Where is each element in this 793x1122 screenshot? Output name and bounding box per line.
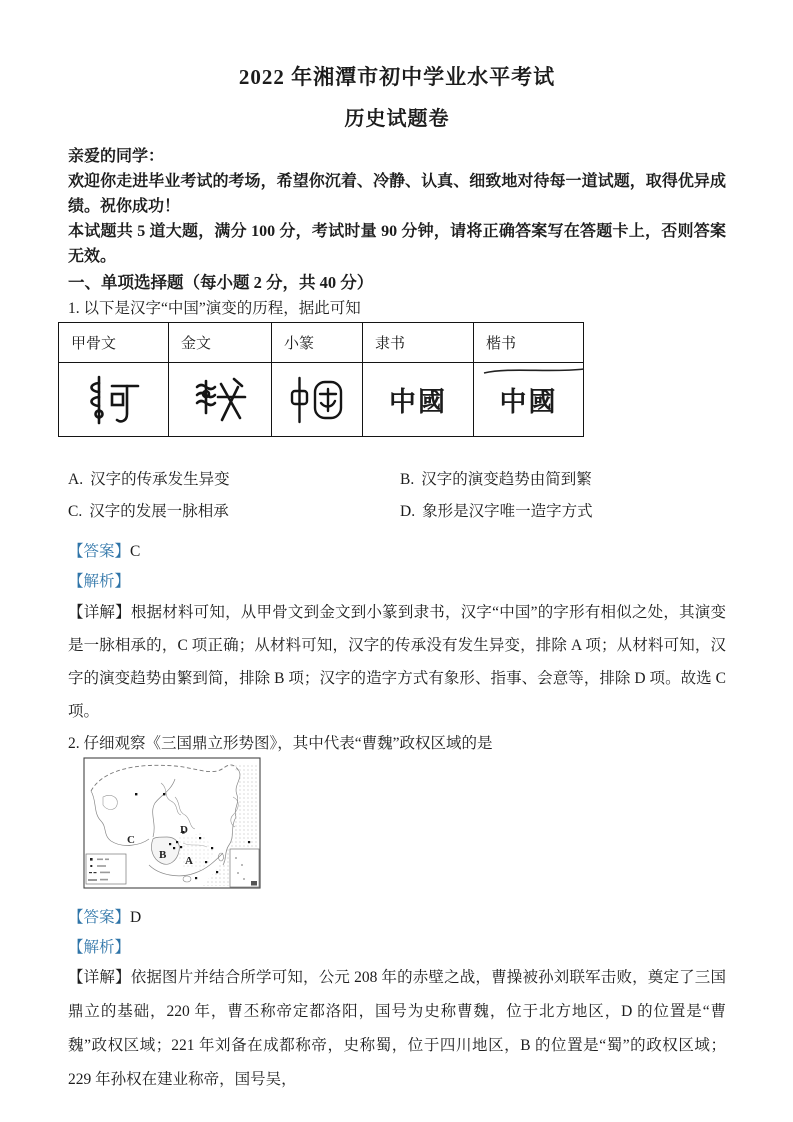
option-a-text: 汉字的传承发生异变 (90, 471, 230, 488)
table-header-seal: 小篆 (272, 323, 363, 363)
three-kingdoms-map (82, 757, 262, 889)
q2-detail-paragraph (68, 961, 726, 1097)
option-c (68, 499, 400, 525)
option-c-text: 汉字的发展一脉相承 (89, 503, 229, 520)
table-header-oracle: 甲骨文 (59, 323, 169, 363)
map-label-a: A (185, 855, 193, 867)
map-inset (230, 849, 259, 887)
script-evolution-table (58, 322, 584, 437)
intro-rules: 本试题共 5 道大题，满分 100 分，考试时量 90 分钟，请将正确答案写在答题卡上，否则答案无效。 (68, 223, 726, 265)
oracle-bone-glyph (82, 372, 146, 428)
option-d-label: D. (400, 503, 416, 520)
regular-script-glyph: 中國 (499, 387, 558, 417)
option-b-label: B. (400, 471, 415, 488)
question-1-options (68, 467, 726, 525)
option-d-text: 象形是汉字唯一造字方式 (422, 503, 593, 520)
question-2-stem: 2. 仔细观察《三国鼎立形势图》，其中代表“曹魏”政权区域的是 (68, 735, 493, 752)
page-title: 2022 年湘潭市初中学业水平考试 (238, 65, 556, 89)
page-subtitle: 历史试题卷 (344, 108, 450, 130)
q1-answer-value: C (130, 543, 141, 560)
q2-answer-line (68, 905, 726, 931)
map-label-d: D (180, 824, 188, 836)
map-label-b: B (159, 849, 167, 861)
map-label-c: C (127, 834, 135, 846)
q2-answer-value: D (130, 909, 142, 926)
option-a-label: A. (68, 471, 84, 488)
option-a (68, 467, 400, 493)
section-heading: 一、单项选择题（每小题 2 分，共 40 分） (68, 273, 374, 292)
intro-welcome: 欢迎你走进毕业考试的考场，希望你沉着、冷静、认真、细致地对待每一道试题，取得优异成绩。祝你成功！ (68, 173, 726, 215)
table-header-bronze: 金文 (169, 323, 272, 363)
bronze-script-glyph (188, 372, 252, 428)
detail-tag: 【详解】 (68, 969, 131, 986)
map-legend (86, 854, 126, 884)
q1-detail-paragraph (68, 596, 726, 728)
q2-analysis-line (68, 935, 726, 961)
option-b-text: 汉字的演变趋势由简到繁 (421, 471, 592, 488)
analysis-tag: 【解析】 (68, 573, 131, 590)
q1-analysis-line (68, 569, 726, 595)
q1-detail-text: 根据材料可知，从甲骨文到金文到小篆到隶书，汉字“中国”的字形有相似之处，其演变是一脉相承的，C 项正确；从材料可知，汉字的传承没有发生异变，排除 A 项；从材料可知，汉字的演变趋势由繁到简，排除 B 项；汉字的造字方式有象形、指事、会意等，排除 D 项。故选 C 项。 (68, 604, 726, 720)
question-1-stem: 1. 以下是汉字“中国”演变的历程，据此可知 (68, 300, 361, 317)
answer-tag: 【答案】 (68, 909, 131, 926)
question-2 (68, 731, 726, 1097)
clerical-script-glyph: 中國 (389, 387, 447, 417)
seal-script-glyph (287, 372, 347, 428)
scan-stroke-artifact (480, 366, 588, 376)
detail-tag: 【详解】 (68, 604, 131, 621)
option-d (400, 499, 726, 525)
table-header-regular: 楷书 (474, 323, 584, 363)
intro-salutation: 亲爱的同学： (68, 148, 165, 165)
option-c-label: C. (68, 503, 83, 520)
answer-tag: 【答案】 (68, 543, 131, 560)
intro-block (68, 144, 726, 269)
question-1 (68, 296, 726, 728)
three-kingdoms-map-figure (82, 757, 262, 889)
q1-answer-line (68, 539, 726, 565)
table-header-clerical: 隶书 (363, 323, 474, 363)
analysis-tag: 【解析】 (68, 939, 131, 956)
q2-detail-text: 依据图片并结合所学可知，公元 208 年的赤壁之战，曹操被孙刘联军击败，奠定了三国鼎立的基础，220 年，曹丕称帝定都洛阳，国号为史称曹魏，位于北方地区，D 的位置是“曹魏”政权区域；221 年刘备在成都称帝，史称蜀，位于四川地区，B 的位置是“蜀”的政权区域；229 年孙权在建业称帝，国号吴， (68, 969, 726, 1088)
option-b (400, 467, 726, 493)
